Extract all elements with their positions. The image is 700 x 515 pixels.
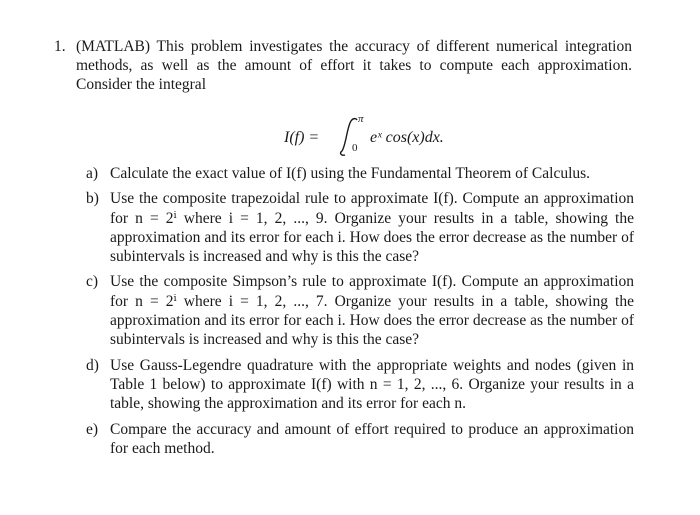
problem-intro: (MATLAB) This problem investigates the accuracy of different numerical integration methods, as well as the amount of effort it takes to compute each approximation. Consider the integral bbox=[76, 38, 632, 93]
integrand: eˣ cos(x)dx. bbox=[370, 129, 444, 146]
part-label: d) bbox=[86, 356, 99, 374]
part-e bbox=[86, 420, 642, 459]
integral-upper-limit: π bbox=[358, 113, 364, 125]
part-text: Use the composite trapezoidal rule to approximate I(f). Compute an approximation for n = 2ⁱ where i = 1, 2, ..., 9. Organize your results in a table, showing the approximation and its error for each i. How does the error decrease as the number of subintervals is increased and why is this the case? bbox=[110, 190, 634, 266]
integral-sign-icon bbox=[54, 115, 644, 159]
part-b bbox=[86, 189, 642, 266]
part-label: b) bbox=[86, 190, 99, 208]
part-text: Compare the accuracy and amount of effort required to produce an approximation for each method. bbox=[110, 420, 634, 457]
problem-1 bbox=[54, 37, 644, 457]
problem-number: 1. bbox=[54, 38, 66, 55]
integral-lhs: I(f) = bbox=[284, 129, 320, 146]
part-text: Use Gauss-Legendre quadrature with the appropriate weights and nodes (given in Table 1 below) to approximate I(f) with n = 1, 2, ..., 6. Organize your results in a table, showing the approximation and its error for each n. bbox=[110, 356, 634, 413]
part-d bbox=[86, 356, 642, 414]
integral-formula bbox=[54, 115, 644, 159]
part-label: a) bbox=[86, 165, 99, 182]
part-text: Use the composite Simpson’s rule to approximate I(f). Compute an approximation for n = 2ⁱ where i = 1, 2, ..., 7. Organize your results in a table, showing the approximation and its error for each i. How does the error decrease as the number of subintervals is increased and why is this the case? bbox=[110, 273, 634, 349]
part-c bbox=[86, 272, 642, 349]
problem-parts bbox=[86, 164, 642, 464]
problem-header bbox=[54, 37, 644, 94]
part-text: Calculate the exact value of I(f) using the Fundamental Theorem of Calculus. bbox=[110, 165, 591, 182]
part-a bbox=[86, 164, 642, 183]
part-label: e) bbox=[86, 420, 99, 438]
part-label: c) bbox=[86, 273, 99, 291]
integral-lower-limit: 0 bbox=[352, 142, 358, 154]
